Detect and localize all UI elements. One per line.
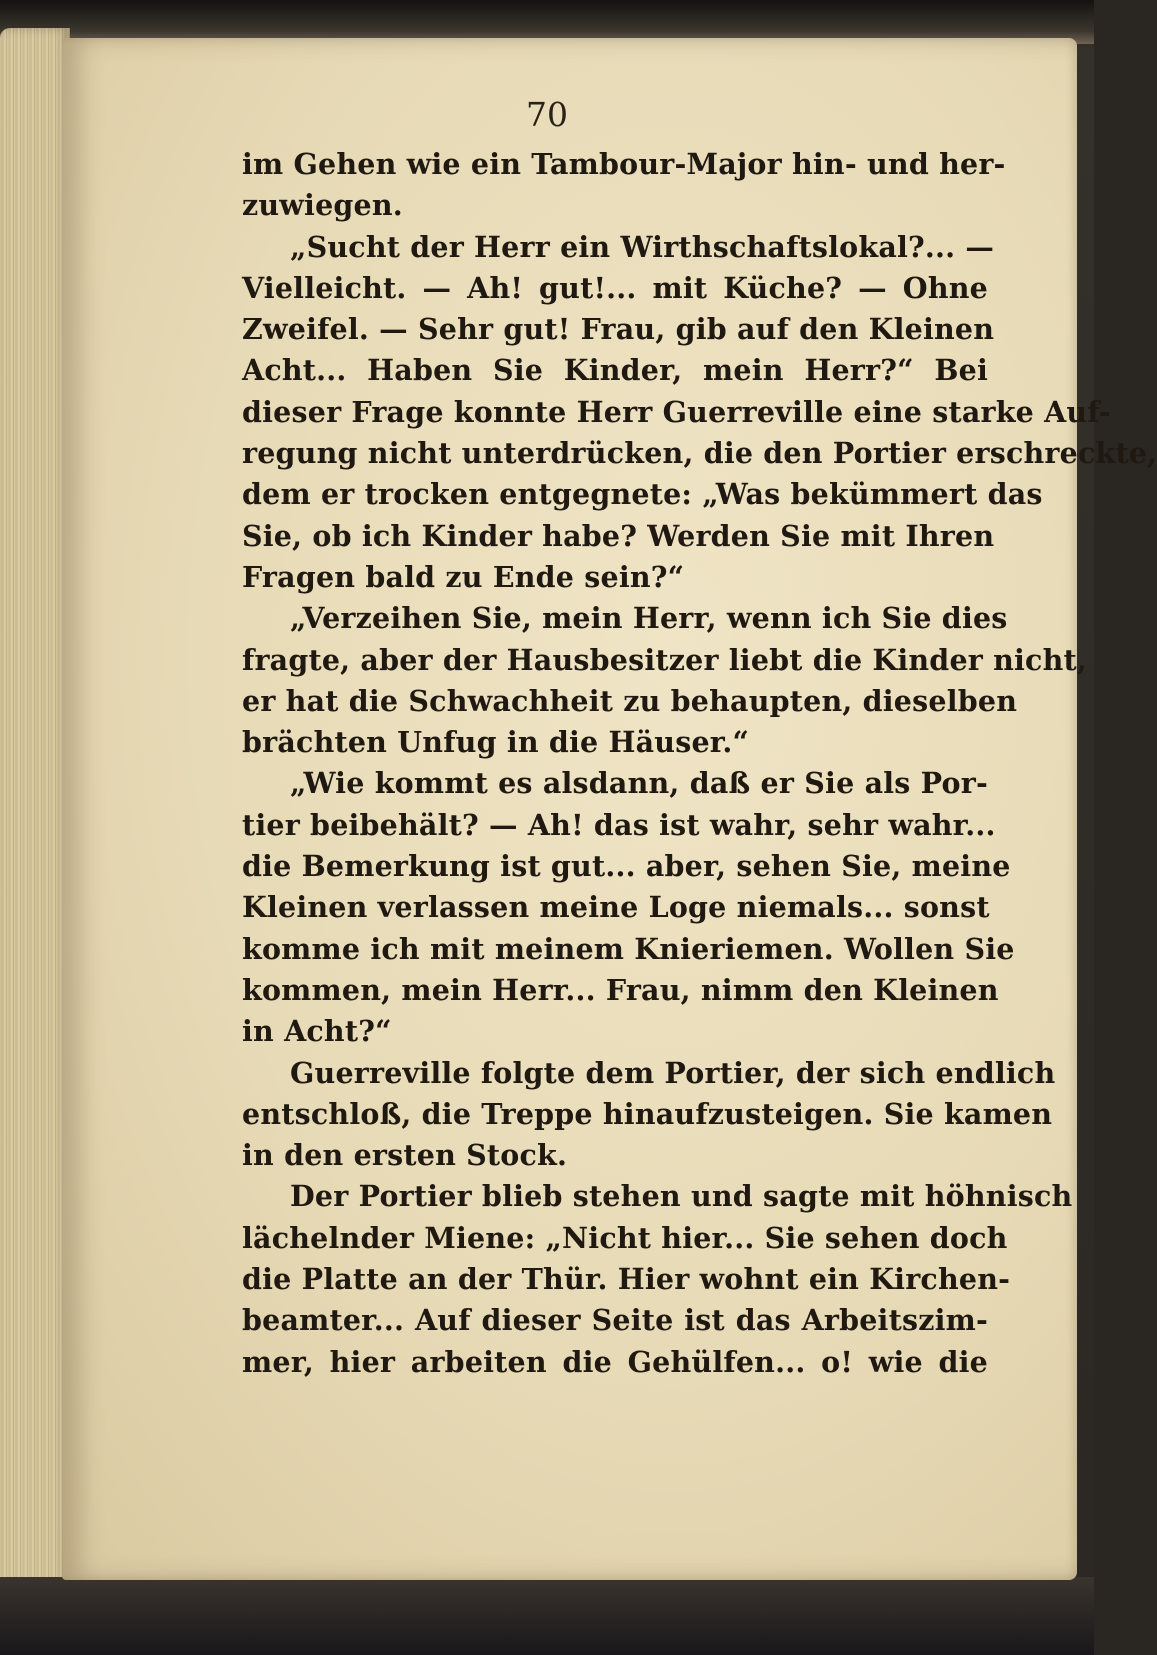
text-line: kommen, mein Herr... Frau, nimm den Kleinen [242, 972, 999, 1007]
text-line: entschloß, die Treppe hinaufzusteigen. Sie kamen [242, 1096, 1053, 1131]
text-line: Guerreville folgte dem Portier, der sich endlich [290, 1055, 1056, 1090]
text-line: dieser Frage konnte Herr Guerreville eine starke Auf- [242, 394, 1111, 429]
text-line: Acht... Haben Sie Kinder, mein Herr?“ Bei [242, 353, 988, 388]
text-line: mer, hier arbeiten die Gehülfen... o! wie die [242, 1344, 988, 1379]
text-line: tier beibehält? — Ah! das ist wahr, sehr wahr... [242, 807, 996, 842]
text-line: in den ersten Stock. [242, 1138, 568, 1173]
text-line: Fragen bald zu Ende sein?“ [242, 559, 685, 594]
text-line: komme ich mit meinem Knieriemen. Wollen Sie [242, 931, 1015, 966]
text-line: er hat die Schwachheit zu behaupten, dieselben [242, 683, 1018, 718]
text-line: dem er trocken entgegnete: „Was bekümmert das [242, 477, 1043, 512]
text-line: fragte, aber der Hausbesitzer liebt die Kinder nicht, [242, 642, 1088, 677]
page-number: 70 [526, 95, 568, 134]
page-text-body [242, 144, 1157, 1383]
book-bottom-binding [0, 1577, 1094, 1655]
text-line: im Gehen wie ein Tambour-Major hin- und her- [242, 147, 1006, 181]
text-line: lächelnder Miene: „Nicht hier... Sie sehen doch [242, 1220, 1008, 1255]
book-page-edges [0, 28, 70, 1603]
text-line: Zweifel. — Sehr gut! Frau, gib auf den Kleinen [242, 312, 995, 347]
text-line: zuwiegen. [242, 188, 403, 223]
text-line: „Verzeihen Sie, mein Herr, wenn ich Sie dies [290, 601, 1008, 636]
text-line: die Platte an der Thür. Hier wohnt ein Kirchen- [242, 1262, 1011, 1297]
text-line: brächten Unfug in die Häuser.“ [242, 725, 750, 760]
text-line: Der Portier blieb stehen und sagte mit höhnisch [290, 1179, 1073, 1214]
text-line: regung nicht unterdrücken, die den Portier erschreckte, [242, 436, 1157, 471]
text-line: in Acht?“ [242, 1014, 392, 1049]
text-line: die Bemerkung ist gut... aber, sehen Sie, meine [242, 849, 1011, 884]
text-line: „Sucht der Herr ein Wirthschaftslokal?... — [290, 229, 995, 264]
text-line: „Wie kommt es alsdann, daß er Sie als Por- [290, 766, 988, 801]
text-line: Kleinen verlassen meine Loge niemals... sonst [242, 890, 990, 925]
text-line: beamter... Auf dieser Seite ist das Arbeitszim- [242, 1303, 988, 1338]
text-line: Vielleicht. — Ah! gut!... mit Küche? — Ohne [242, 270, 988, 305]
text-line: Sie, ob ich Kinder habe? Werden Sie mit Ihren [242, 518, 995, 553]
